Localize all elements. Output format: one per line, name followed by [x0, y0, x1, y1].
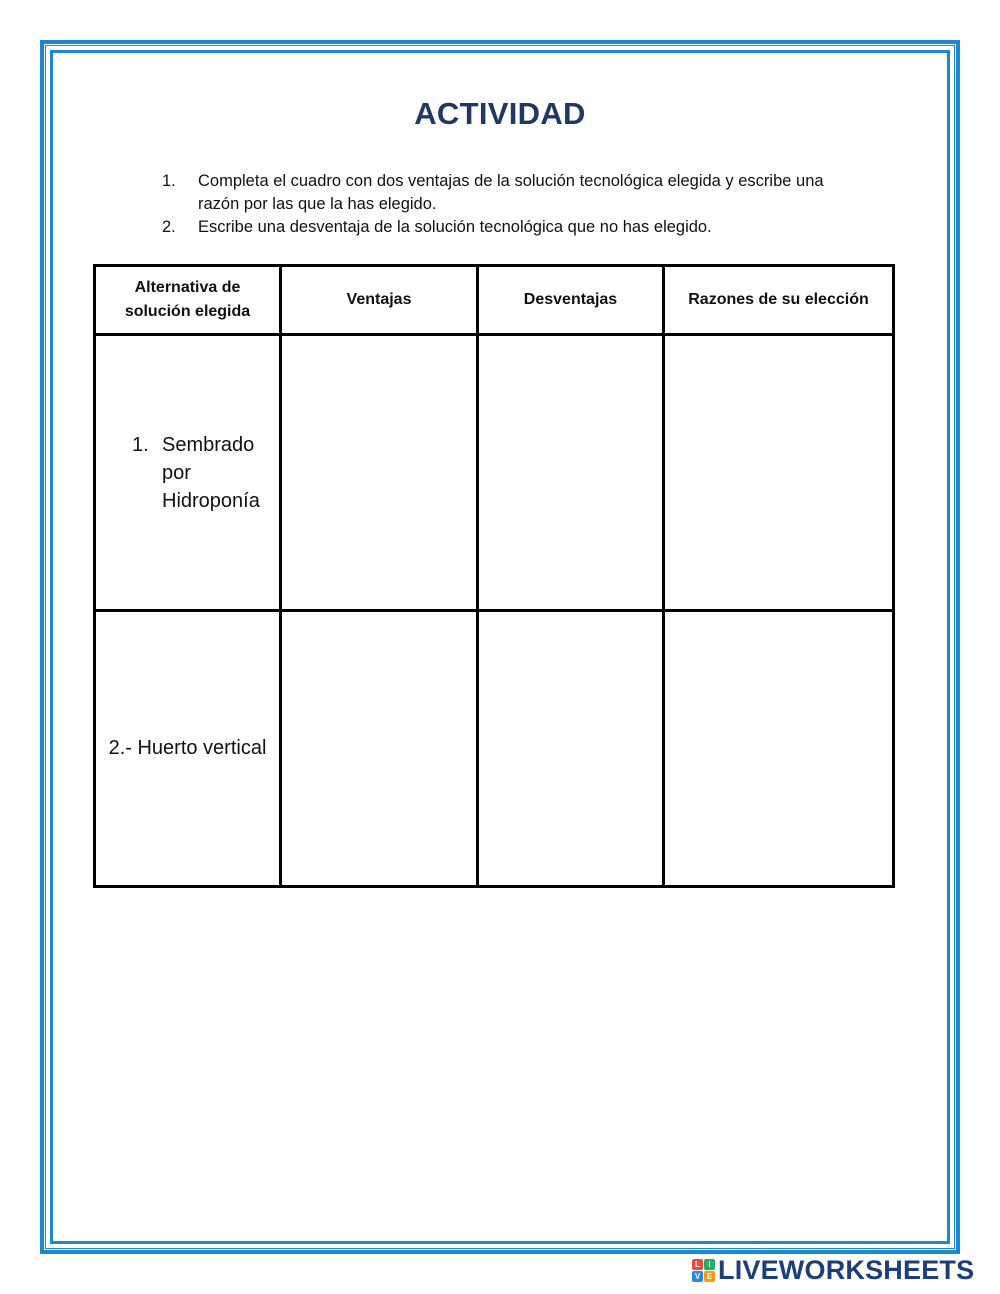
alternative-cell [95, 335, 281, 611]
instruction-number: 1. [162, 172, 176, 190]
table-row [95, 335, 894, 611]
page-title: ACTIVIDAD [414, 96, 586, 131]
alternative-label: Sembrado por Hidroponía [162, 433, 260, 512]
instruction-number: 2. [162, 218, 176, 236]
alternative-cell [95, 611, 281, 887]
reasons-cell[interactable] [664, 611, 894, 887]
instruction-text: Escribe una desventaja de la solución tecnológica que no has elegido. [198, 218, 712, 236]
alternative-number: 1. [132, 433, 149, 456]
instruction-text: Completa el cuadro con dos ventajas de la solución tecnológica elegida y escribe una razón por las que la has elegido. [198, 172, 824, 213]
alternative-label: 2.- Huerto vertical [108, 737, 267, 759]
liveworksheets-logo-icon: L I V E [692, 1259, 715, 1282]
instruction-item [162, 170, 852, 216]
advantages-cell[interactable] [281, 611, 478, 887]
activity-table [93, 264, 895, 888]
reasons-cell[interactable] [664, 335, 894, 611]
alternative-1 [96, 431, 279, 515]
table-row [95, 611, 894, 887]
logo-text: LIVEWORKSHEETS [718, 1254, 975, 1285]
instructions-list [162, 170, 852, 239]
advantages-cell[interactable] [281, 335, 478, 611]
liveworksheets-logo [692, 1254, 974, 1286]
table-header-row [95, 266, 894, 335]
header-disadvantages: Desventajas [478, 266, 664, 335]
header-alternative: Alternativa de solución elegida [95, 266, 281, 335]
header-advantages: Ventajas [281, 266, 478, 335]
header-reasons: Razones de su elección [664, 266, 894, 335]
disadvantages-cell[interactable] [478, 611, 664, 887]
disadvantages-cell[interactable] [478, 335, 664, 611]
instruction-item [162, 216, 852, 239]
